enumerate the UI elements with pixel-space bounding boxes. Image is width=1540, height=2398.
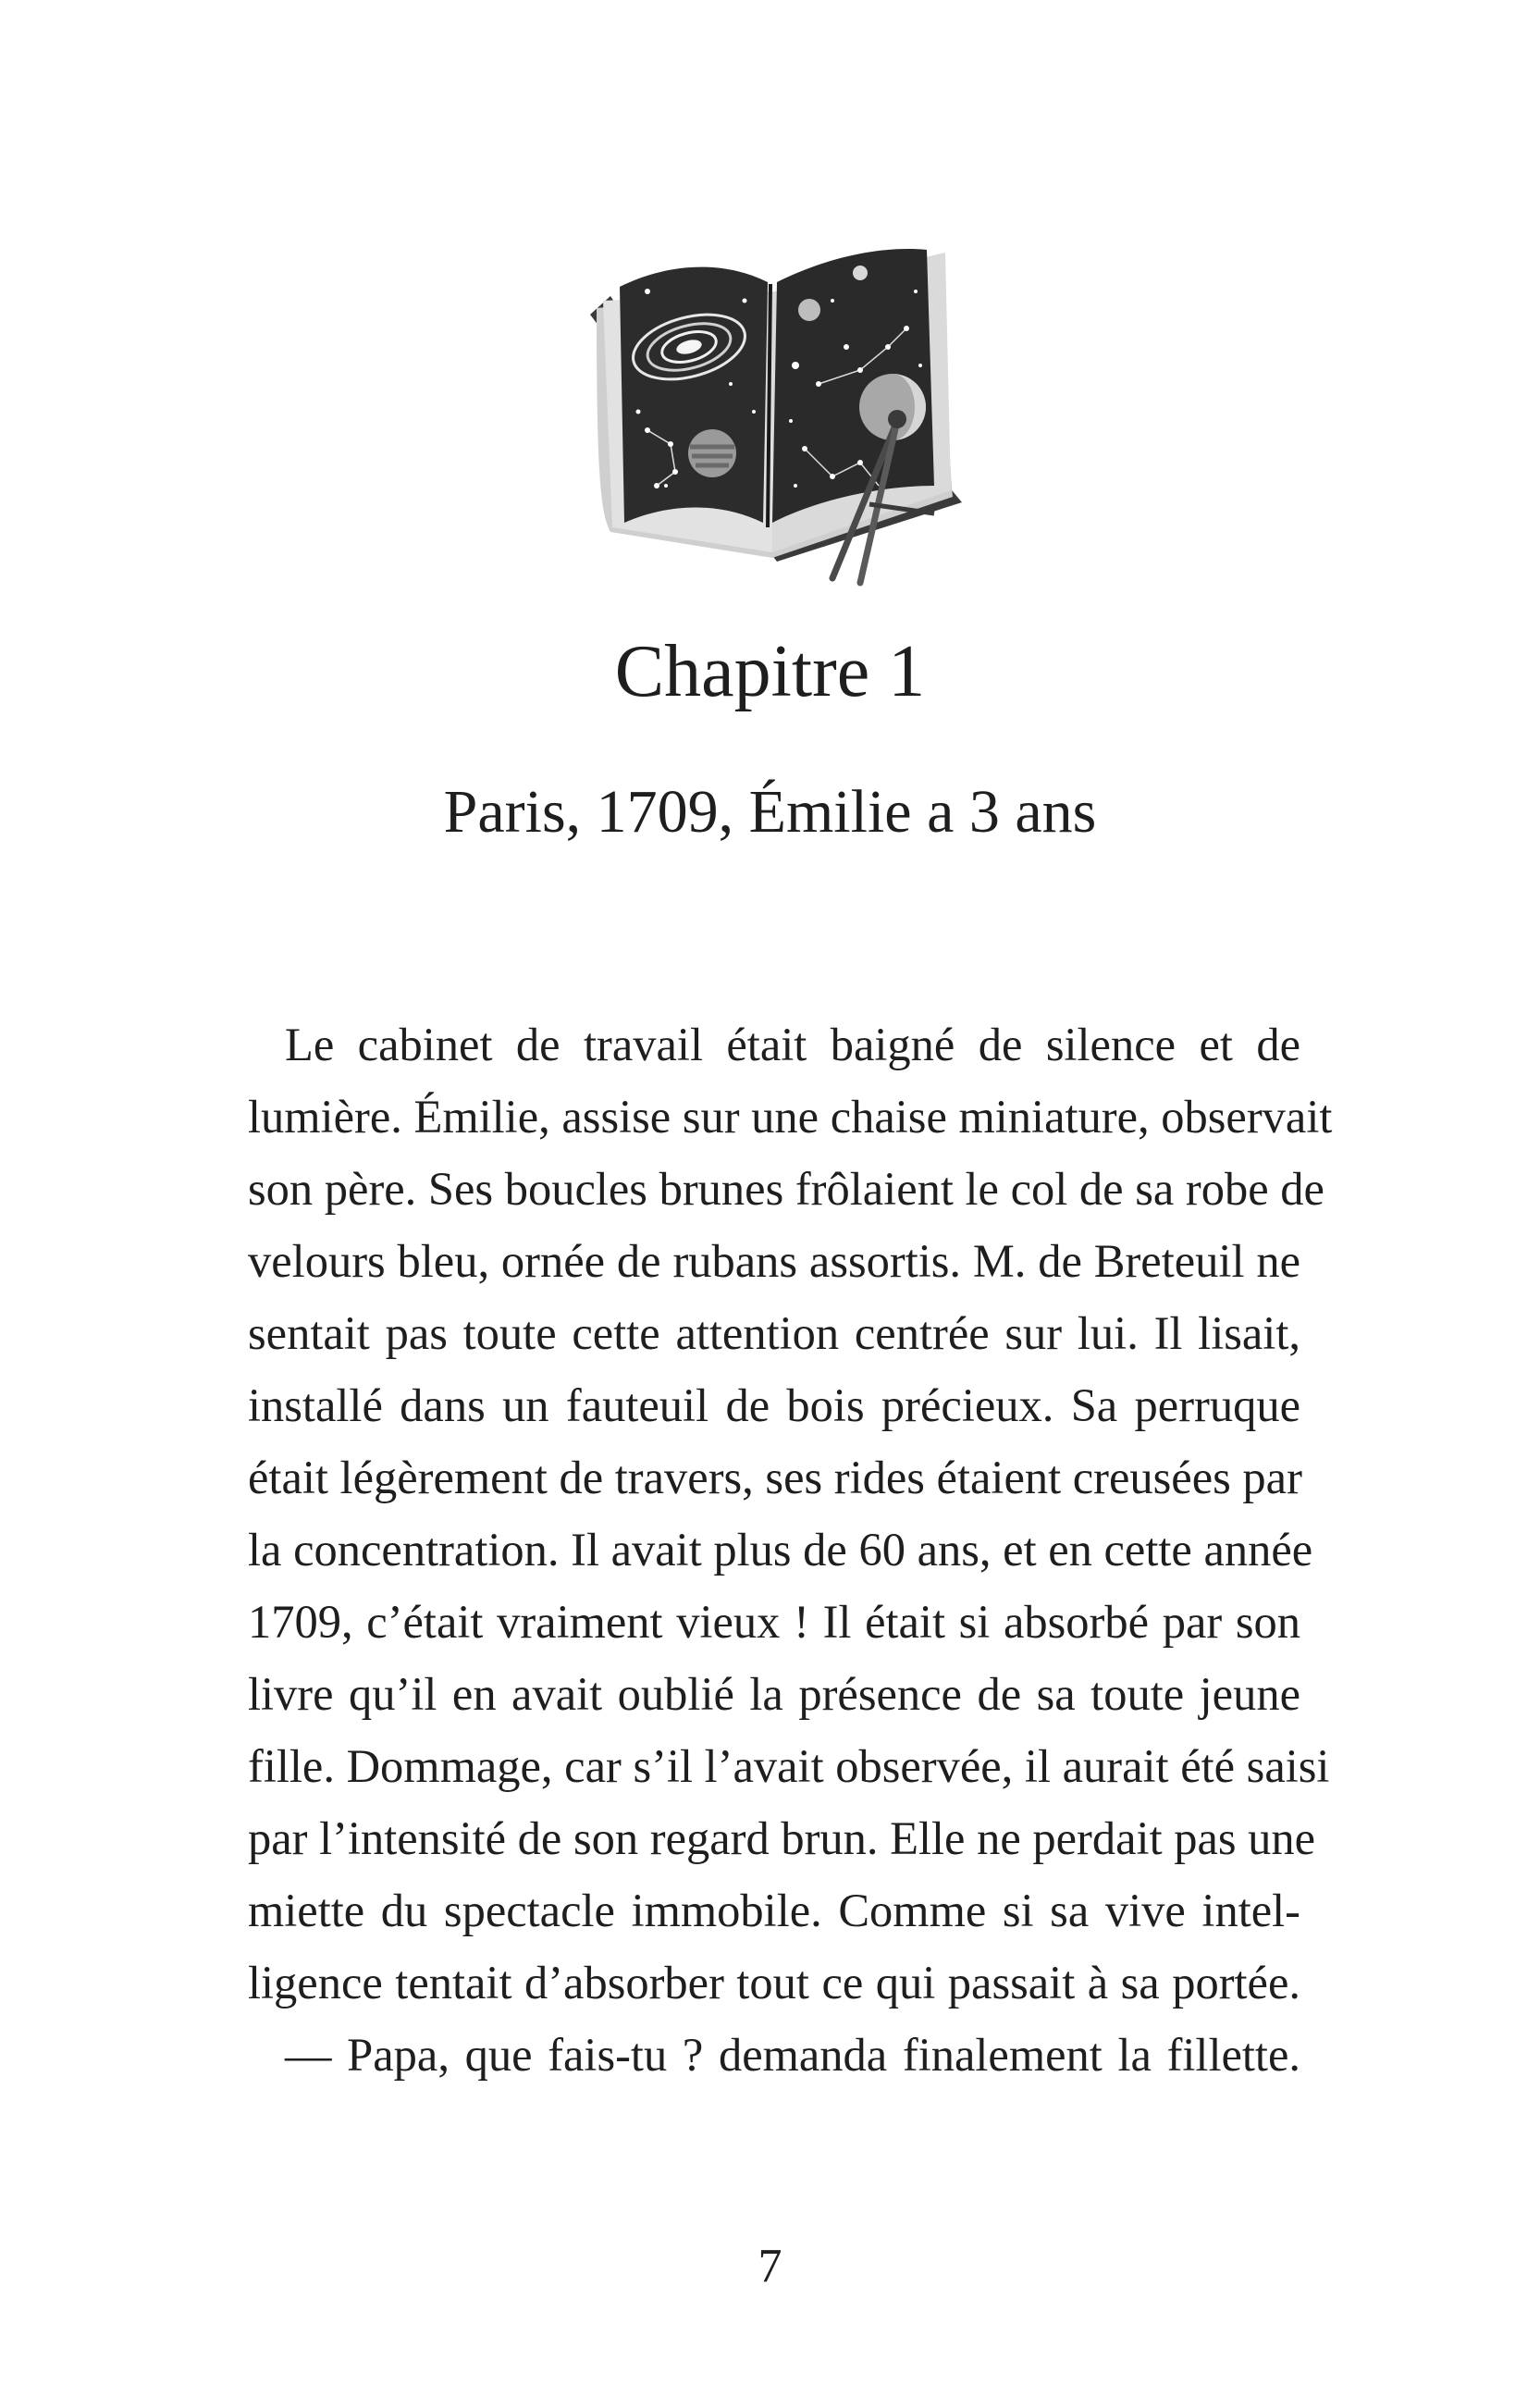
- text-line: velours bleu, ornée de rubans assortis. M. de Breteuil ne: [248, 1235, 1300, 1287]
- text-line: miette du spectacle immobile. Comme si sa vive intel-: [248, 1885, 1300, 1936]
- text-line: la concentration. Il avait plus de 60 ans, et en cette année: [248, 1524, 1313, 1576]
- text-line: ligence tentait d’absorber tout ce qui passait à sa portée.: [248, 1957, 1300, 2009]
- text-line: était légèrement de travers, ses rides étaient creusées par: [248, 1452, 1302, 1503]
- dialogue-line: — Papa, que fais-tu ? demanda finalement la fillette.: [285, 2029, 1300, 2081]
- text-line: par l’intensité de son regard brun. Elle ne perdait pas une: [248, 1812, 1316, 1864]
- text-line: Le cabinet de travail était baigné de silence et de: [285, 1019, 1300, 1070]
- text-line: sentait pas toute cette attention centrée sur lui. Il lisait,: [248, 1307, 1300, 1359]
- open-book-cosmos-illustration: [583, 208, 980, 597]
- text-line: son père. Ses boucles brunes frôlaient le col de sa robe de: [248, 1163, 1324, 1215]
- chapter-subtitle: Paris, 1709, Émilie a 3 ans: [443, 778, 1097, 846]
- chapter-title: Chapitre 1: [614, 631, 926, 712]
- text-line: installé dans un fauteuil de bois précieux. Sa perruque: [248, 1379, 1300, 1431]
- text-line: livre qu’il en avait oublié la présence de sa toute jeune: [248, 1668, 1300, 1720]
- text-line: lumière. Émilie, assise sur une chaise miniature, observait: [248, 1091, 1333, 1143]
- body-text: [248, 1008, 1333, 2091]
- page-number: 7: [758, 2240, 782, 2293]
- text-line: fille. Dommage, car s’il l’avait observée, il aurait été saisi: [248, 1740, 1330, 1792]
- text-line: 1709, c’était vraiment vieux ! Il était si absorbé par son: [248, 1596, 1300, 1648]
